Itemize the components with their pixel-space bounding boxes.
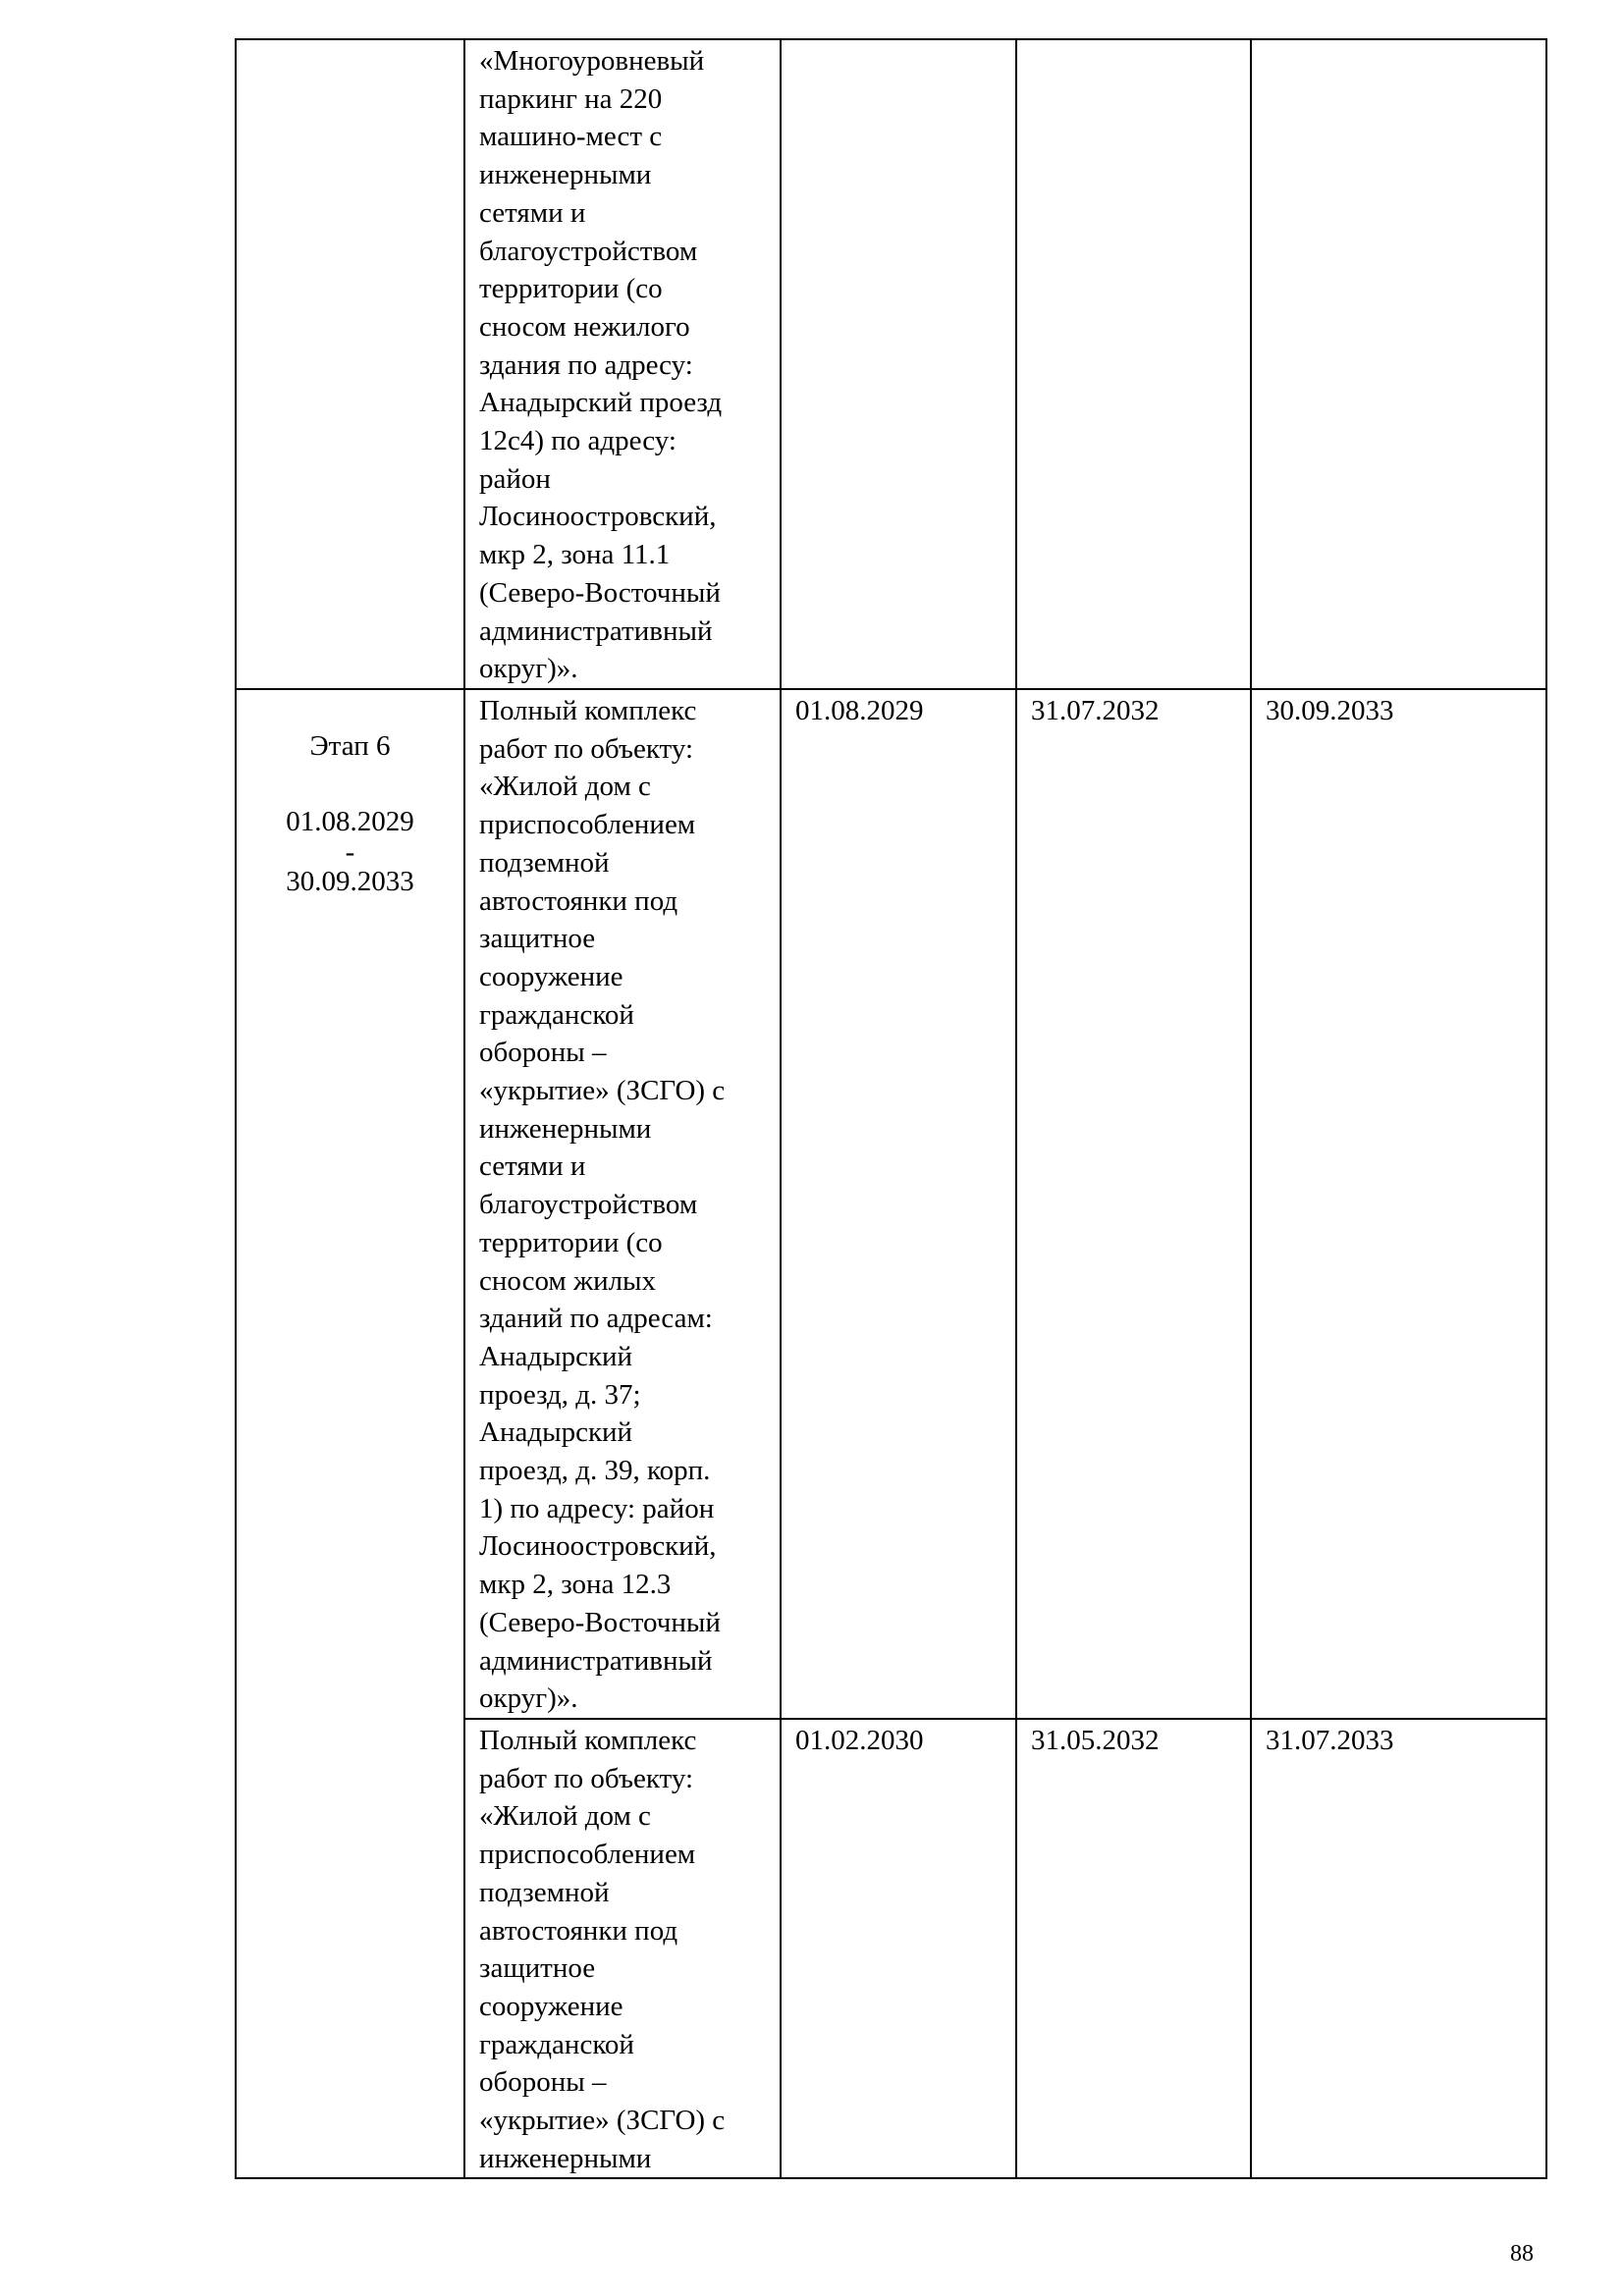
stage-title: Этап 6 [309, 730, 391, 762]
schedule-table [235, 38, 1547, 2179]
stage-cell [236, 39, 464, 689]
object-description: Полный комплекс работ по объекту: «Жилой дом с приспособлением подземной автостоянки под защитное сооружение гражданской обороны – «укрытие» (ЗСГО) с инженерными [464, 1719, 781, 2178]
object-description: «Многоуровневый паркинг на 220 машино-мест с инженерными сетями и благоустройством территории (со сносом нежилого здания по адресу: Анадырский проезд 12с4) по адресу: район Лосиноостровский, мкр 2, зона 11.1 (Северо-Восточный административный округ)». [464, 39, 781, 689]
commissioning-date: 30.09.2033 [1251, 689, 1546, 1719]
end-date: 31.07.2032 [1016, 689, 1251, 1719]
stage-start-date: 01.08.2029 [286, 806, 414, 838]
end-date [1016, 39, 1251, 689]
start-date [781, 39, 1016, 689]
stage-cell [236, 689, 464, 2178]
page-number: 88 [1510, 2241, 1534, 2267]
table-row [236, 39, 1546, 689]
end-date: 31.05.2032 [1016, 1719, 1251, 2178]
stage-end-date: 30.09.2033 [286, 866, 414, 898]
start-date: 01.02.2030 [781, 1719, 1016, 2178]
object-description: Полный комплекс работ по объекту: «Жилой дом с приспособлением подземной автостоянки под защитное сооружение гражданской обороны – «укрытие» (ЗСГО) с инженерными сетями и благоустройством территории (со сносом жилых зданий по адресам: Анадырский проезд, д. 37; Анадырский проезд, д. 39, корп. 1) по адресу: район Лосиноостровский, мкр 2, зона 12.3 (Северо-Восточный административный округ)». [464, 689, 781, 1719]
commissioning-date: 31.07.2033 [1251, 1719, 1546, 2178]
stage-dash: - [345, 836, 355, 869]
commissioning-date [1251, 39, 1546, 689]
table-row [236, 689, 1546, 1719]
start-date: 01.08.2029 [781, 689, 1016, 1719]
